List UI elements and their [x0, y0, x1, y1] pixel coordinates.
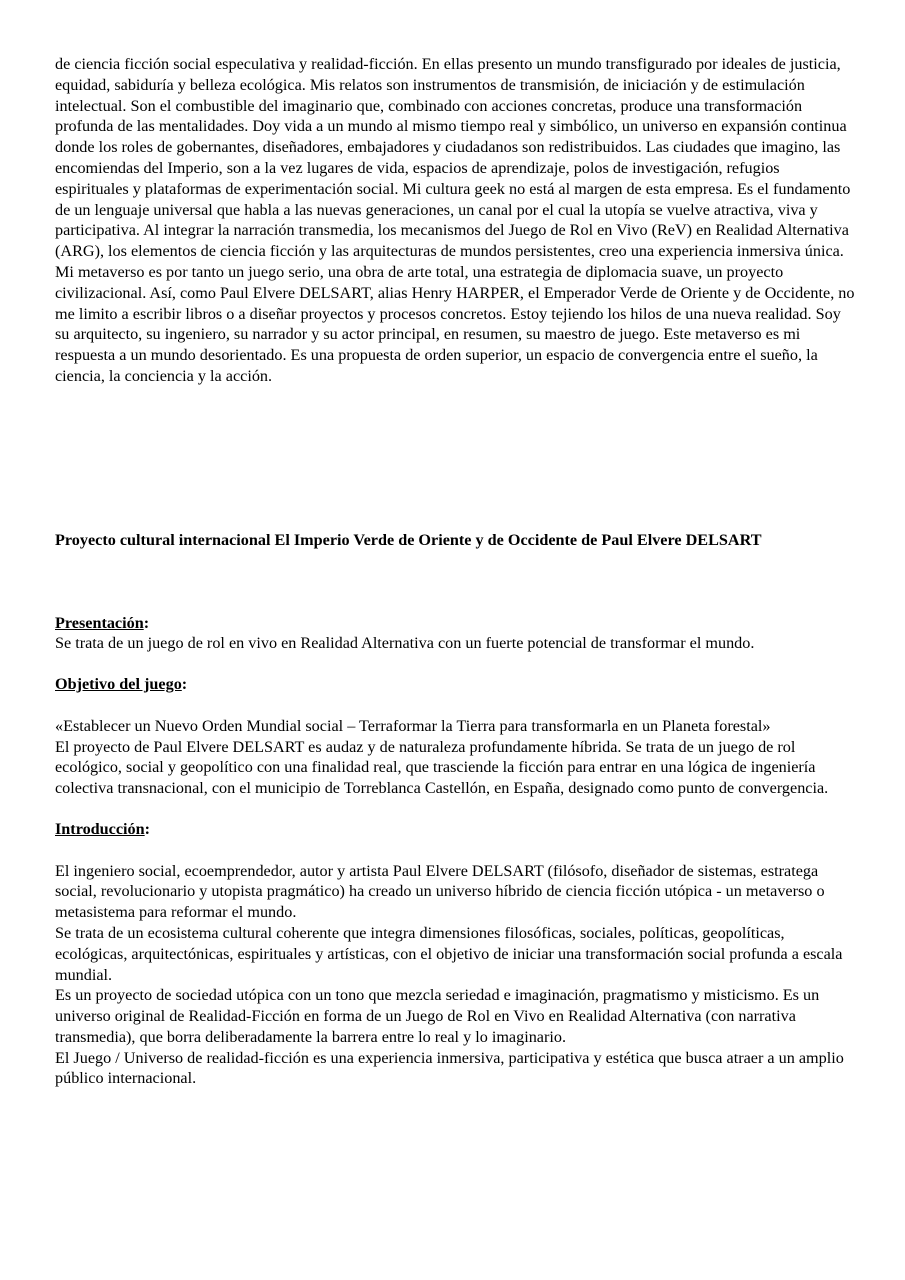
- objetivo-heading: [55, 674, 855, 695]
- intro-paragraph: de ciencia ficción social especulativa y realidad-ficción. En ellas presento un mundo transfigurado por ideales de justicia, equidad, sabiduría y belleza ecológica. Mis relatos son instrumentos de transmisión, de iniciación y de estimulación intelectual. Son el combustible del imaginario que, combinado con acciones concretas, produce una transformación profunda de las mentalidades. Doy vida a un mundo al mismo tiempo real y simbólico, un universo en expansión continua donde los roles de gobernantes, diseñadores, embajadores y ciudadanos son redistribuidos. Las ciudades que imagino, las encomiendas del Imperio, son a la vez lugares de vida, espacios de aprendizaje, polos de investigación, refugios espirituales y plataformas de experimentación social. Mi cultura geek no está al margen de esta empresa. Es el fundamento de un lenguaje universal que habla a las nuevas generaciones, un canal por el cual la utopía se vuelve atractiva, viva y participativa. Al integrar la narración transmedia, los mecanismos del Juego de Rol en Vivo (ReV) en Realidad Alternativa (ARG), los elementos de ciencia ficción y las arquitecturas de mundos persistentes, creo una experiencia inmersiva única. Mi metaverso es por tanto un juego serio, una obra de arte total, una estrategia de diplomacia suave, un proyecto civilizacional. Así, como Paul Elvere DELSART, alias Henry HARPER, el Emperador Verde de Oriente y de Occidente, no me limito a escribir libros o a diseñar proyectos y procesos concretos. Estoy tejiendo los hilos de una nueva realidad. Soy su arquitecto, su ingeniero, su narrador y su actor principal, en resumen, su maestro de juego. Este metaverso es mi respuesta a un mundo desorientado. Es una propuesta de orden superior, un espacio de convergencia entre el sueño, la ciencia, la conciencia y la acción.: [55, 55, 855, 385]
- objetivo-label: Objetivo del juego: [55, 675, 182, 694]
- introduccion-label: Introducción: [55, 819, 145, 838]
- introduccion-paragraph-2: Se trata de un ecosistema cultural coherente que integra dimensiones filosóficas, sociales, políticas, geopolíticas, ecológicas, arquitectónicas, espirituales y artísticas, con el objetivo de iniciar una transformación social profunda a escala mundial.: [55, 923, 843, 984]
- introduccion-paragraph-3: Es un proyecto de sociedad utópica con un tono que mezcla seriedad e imaginación, pragmatismo y misticismo. Es un universo original de Realidad-Ficción en forma de un Juego de Rol en Vivo en Realidad Alternativa (con narrativa transmedia), que borra deliberadamente la barrera entre lo real y lo imaginario.: [55, 986, 820, 1046]
- spacer: [55, 840, 855, 861]
- introduccion-paragraph-1: El ingeniero social, ecoemprendedor, autor y artista Paul Elvere DELSART (filósofo, diseñador de sistemas, estratega social, revolucionario y utopista pragmático) ha creado un universo híbrido de ciencia ficción utópica - un metaverso o metasistema para reformar el mundo.: [55, 861, 825, 922]
- introduccion-heading: [55, 819, 855, 840]
- objetivo-text: El proyecto de Paul Elvere DELSART es audaz y de naturaleza profundamente híbrida. Se trata de un juego de rol ecológico, social y geopolítico con una finalidad real, que trasciende la ficción para entrar en una lógica de ingeniería colectiva transnacional, con el municipio de Torreblanca Castellón, en España, designado como punto de convergencia.: [55, 737, 829, 798]
- section-presentacion: [55, 613, 855, 655]
- presentacion-label: Presentación: [55, 613, 144, 632]
- objetivo-colon: :: [181, 675, 188, 694]
- introduccion-paragraph-4: El Juego / Universo de realidad-ficción es una experiencia inmersiva, participativa y estética que busca atraer a un amplio público internacional.: [55, 1048, 844, 1088]
- presentacion-heading: [55, 613, 855, 634]
- spacer: [55, 799, 855, 819]
- document-page: [55, 54, 855, 1089]
- spacer: [55, 654, 855, 674]
- section-objetivo: [55, 674, 855, 799]
- presentacion-colon: :: [143, 613, 150, 632]
- objetivo-quote: «Establecer un Nuevo Orden Mundial social – Terraformar la Tierra para transformarla en un Planeta forestal»: [55, 716, 771, 735]
- spacer: [55, 551, 855, 613]
- introduccion-colon: :: [144, 819, 151, 838]
- presentacion-text: Se trata de un juego de rol en vivo en Realidad Alternativa con un fuerte potencial de transformar el mundo.: [55, 634, 755, 653]
- spacer: [55, 695, 855, 716]
- project-title: Proyecto cultural internacional El Imperio Verde de Oriente y de Occidente de Paul Elvere DELSART: [55, 530, 762, 549]
- section-introduccion: [55, 819, 855, 1089]
